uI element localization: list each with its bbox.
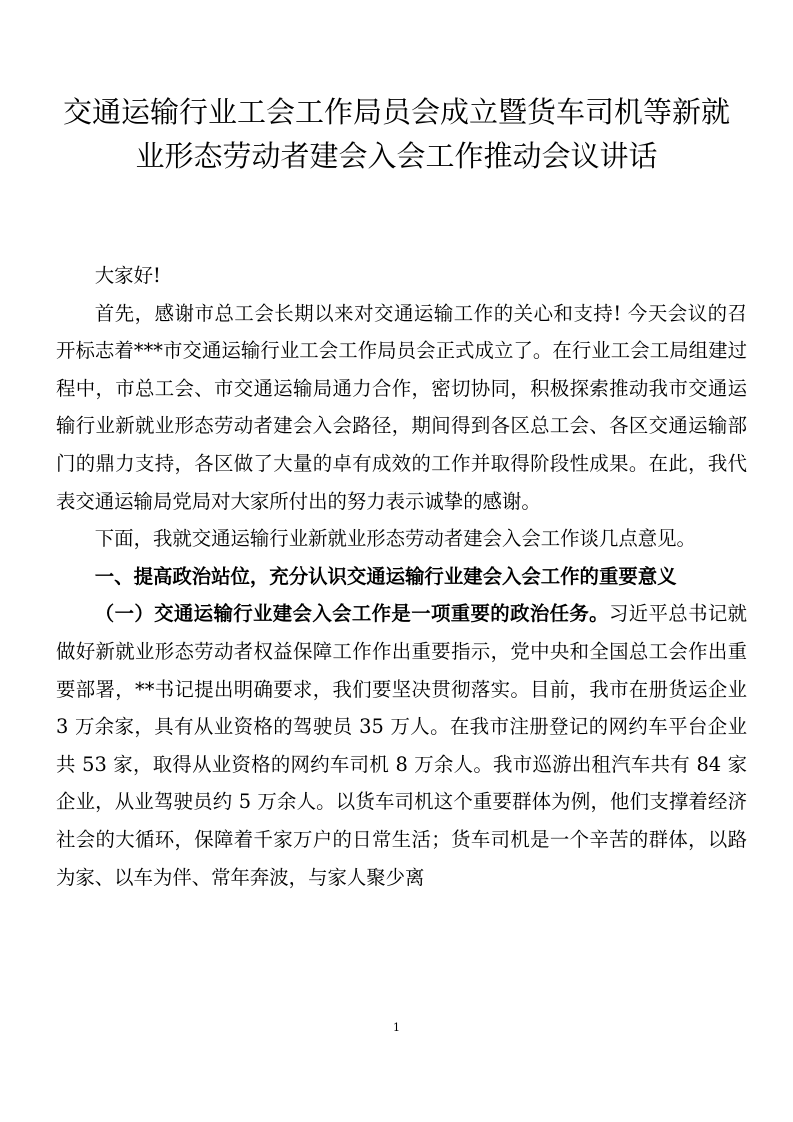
document-body	[56, 257, 747, 896]
greeting: 大家好!	[94, 264, 161, 287]
paragraph-opening: 首先，感谢市总工会长期以来对交通运输工作的关心和支持! 今天会议的召开标志着***市交通运输行业工会工作局员会正式成立了。在行业工会工局组建过程中，市总工会、市交通运输局通力合作，密切协同，积极探索推动我市交通运输行业新就业形态劳动者建会入会路径，期间得到各区总工会、各区交通运输部门的鼎力支持，各区做了大量的卓有成效的工作并取得阶段性成果。在此，我代表交通运输局党局对大家所付出的努力表示诚挚的感谢。	[56, 301, 747, 513]
title-line-1: 交通运输行业工会工作局员会成立暨货车司机等新就	[62, 95, 730, 129]
document-title	[56, 90, 737, 178]
subsection-paragraph-1	[56, 595, 747, 896]
subsection-text-1: 习近平总书记就做好新就业形态劳动者权益保障工作作出重要指示，党中央和全国总工会作出重要部署，**书记提出明确要求，我们要坚决贯彻落实。目前，我市在册货运企业 3 万余家，具有从业资格的驾驶员 35 万人。在我市注册登记的网约车平台企业共 53 家，取得从业资格的网约车司机 8 万余人。我市巡游出租汽车共有 84 家企业，从业驾驶员约 5 万余人。以货车司机这个重要群体为例，他们支撑着经济社会的大循环，保障着千家万户的日常生活；货车司机是一个辛苦的群体，以路为家、以车为伴、常年奔波，与家人聚少离	[56, 602, 748, 889]
page-number: 1	[393, 1021, 400, 1034]
paragraph-intro: 下面，我就交通运输行业新就业形态劳动者建会入会工作谈几点意见。	[94, 527, 696, 551]
subsection-heading-1: （一）交通运输行业建会入会工作是一项重要的政治任务。	[94, 602, 609, 626]
title-line-2: 业形态劳动者建会入会工作推动会议讲话	[135, 139, 658, 173]
section-heading-1: 一、提高政治站位，充分认识交通运输行业建会入会工作的重要意义	[94, 564, 677, 588]
